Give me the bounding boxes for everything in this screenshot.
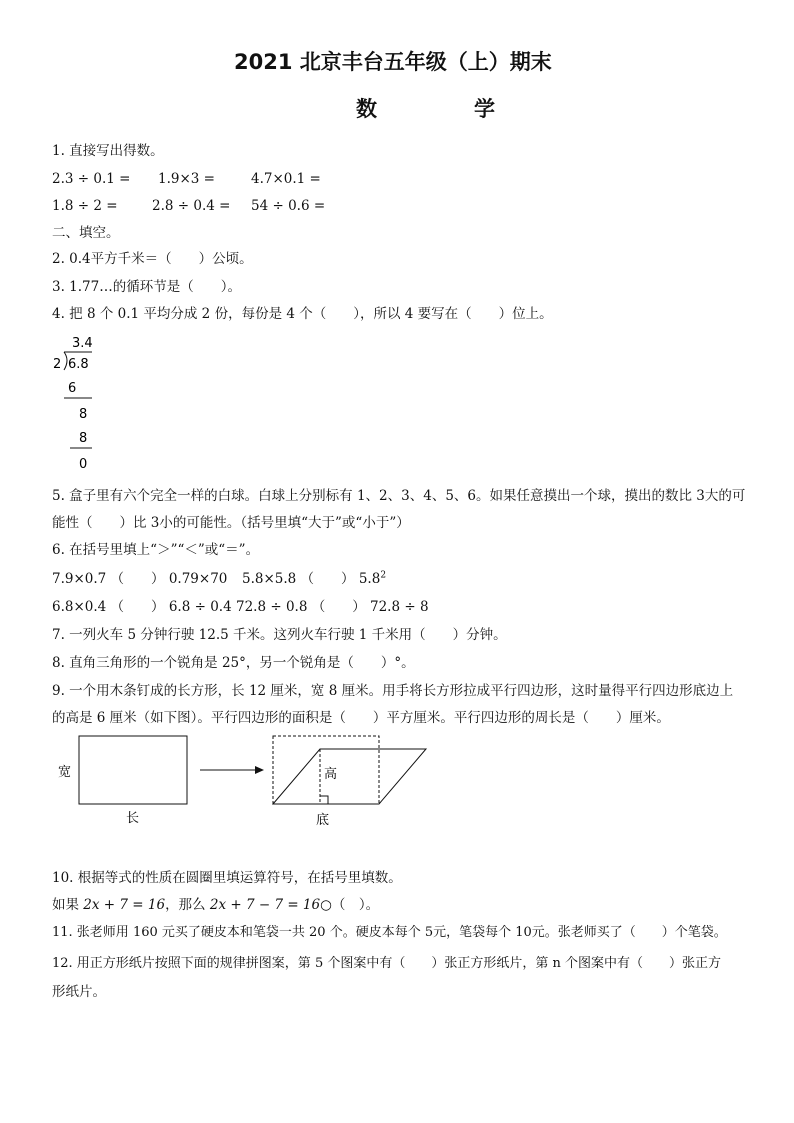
q6-item: 72.8 ÷ 0.8 （ ） 72.8 ÷ 8 <box>236 599 429 615</box>
q10-pre: 如果 <box>52 897 84 913</box>
arrow-head-icon <box>255 766 264 774</box>
width-label: 宽 <box>58 765 72 780</box>
division-bracket <box>64 352 67 370</box>
q1-item: 2.3 ÷ 0.1 = <box>52 171 131 187</box>
q10-post: ○（ ）。 <box>320 897 380 913</box>
division-quotient: 3.4 <box>72 336 93 351</box>
q6-prompt: 6. 在括号里填上“＞”“＜”或“＝”。 <box>52 542 260 558</box>
parallelogram-shape <box>273 749 426 804</box>
q1-item: 4.7×0.1 = <box>251 171 321 187</box>
long-division <box>40 330 120 475</box>
q10-line1: 10. 根据等式的性质在圆圈里填运算符号，在括号里填数。 <box>52 870 402 886</box>
q5-line1: 5. 盒子里有六个完全一样的白球。白球上分别标有 1、2、3、4、5、6。如果任意摸出一个球，摸出的数比 3大的可 <box>52 488 746 504</box>
division-step: 8 <box>79 431 88 446</box>
q10-equation-2: 2x + 7 − 7 = 16 <box>209 897 321 913</box>
q5-line2: 能性（ ）比 3小的可能性。（括号里填“大于”或“小于”） <box>52 515 410 531</box>
q6-exponent: 2 <box>380 570 387 581</box>
rectangle-parallelogram-figure <box>52 730 442 835</box>
division-dividend: 6.8 <box>68 357 89 372</box>
q6-item <box>242 570 386 588</box>
q10-mid: ，那么 <box>165 897 210 913</box>
q4-text: 4. 把 8 个 0.1 平均分成 2 份，每份是 4 个（ ），所以 4 要写在（ ）位上。 <box>52 306 553 322</box>
q1-item: 1.9×3 = <box>158 171 215 187</box>
division-remainder: 0 <box>79 457 88 472</box>
q1-item: 2.8 ÷ 0.4 = <box>152 198 231 214</box>
length-label: 长 <box>126 811 140 826</box>
q8-text: 8. 直角三角形的一个锐角是 25°，另一个锐角是（ ）°。 <box>52 655 415 671</box>
q1-prompt: 1. 直接写出得数。 <box>52 143 164 159</box>
division-step: 6 <box>68 381 77 396</box>
q6-item: 7.9×0.7 （ ） 0.79×70 <box>52 571 228 587</box>
right-angle-mark <box>320 796 328 804</box>
section-heading: 二、填空。 <box>52 225 120 241</box>
page-title: 2021 北京丰台五年级（上）期末 <box>234 50 552 74</box>
division-divisor: 2 <box>53 357 62 372</box>
q2-text: 2. 0.4平方千米＝（ ）公顷。 <box>52 251 253 267</box>
q9-line2: 的高是 6 厘米（如下图）。平行四边形的面积是（ ）平方厘米。平行四边形的周长是（ ）厘米。 <box>52 710 670 726</box>
q7-text: 7. 一列火车 5 分钟行驶 12.5 千米。这列火车行驶 1 千米用（ ）分钟。 <box>52 627 507 643</box>
q12-line2: 形纸片。 <box>52 984 106 1000</box>
q6-item-text: 5.8×5.8 （ ） 5.8 <box>242 571 381 587</box>
q10-equation-1: 2x + 7 = 16 <box>83 897 166 913</box>
subject-title: 数 学 <box>356 97 533 121</box>
base-label: 底 <box>316 813 330 828</box>
q11-text: 11. 张老师用 160 元买了硬皮本和笔袋一共 20 个。硬皮本每个 5元，笔袋每个 10元。张老师买了（ ）个笔袋。 <box>52 925 727 940</box>
division-step: 8 <box>79 407 88 422</box>
q9-line1: 9. 一个用木条钉成的长方形，长 12 厘米，宽 8 厘米。用手将长方形拉成平行四边形，这时量得平行四边形底边上 <box>52 683 734 699</box>
q12-line1: 12. 用正方形纸片按照下面的规律拼图案，第 5 个图案中有（ ）张正方形纸片，第 n 个图案中有（ ）张正方 <box>52 956 721 971</box>
q1-item: 54 ÷ 0.6 = <box>251 198 326 214</box>
height-label: 高 <box>324 767 338 782</box>
q3-text: 3. 1.77…的循环节是（ ）。 <box>52 279 241 295</box>
q6-item: 6.8×0.4 （ ） 6.8 ÷ 0.4 <box>52 599 232 615</box>
rectangle-shape <box>79 736 187 804</box>
q1-item: 1.8 ÷ 2 = <box>52 198 118 214</box>
q10-line2 <box>52 896 379 914</box>
